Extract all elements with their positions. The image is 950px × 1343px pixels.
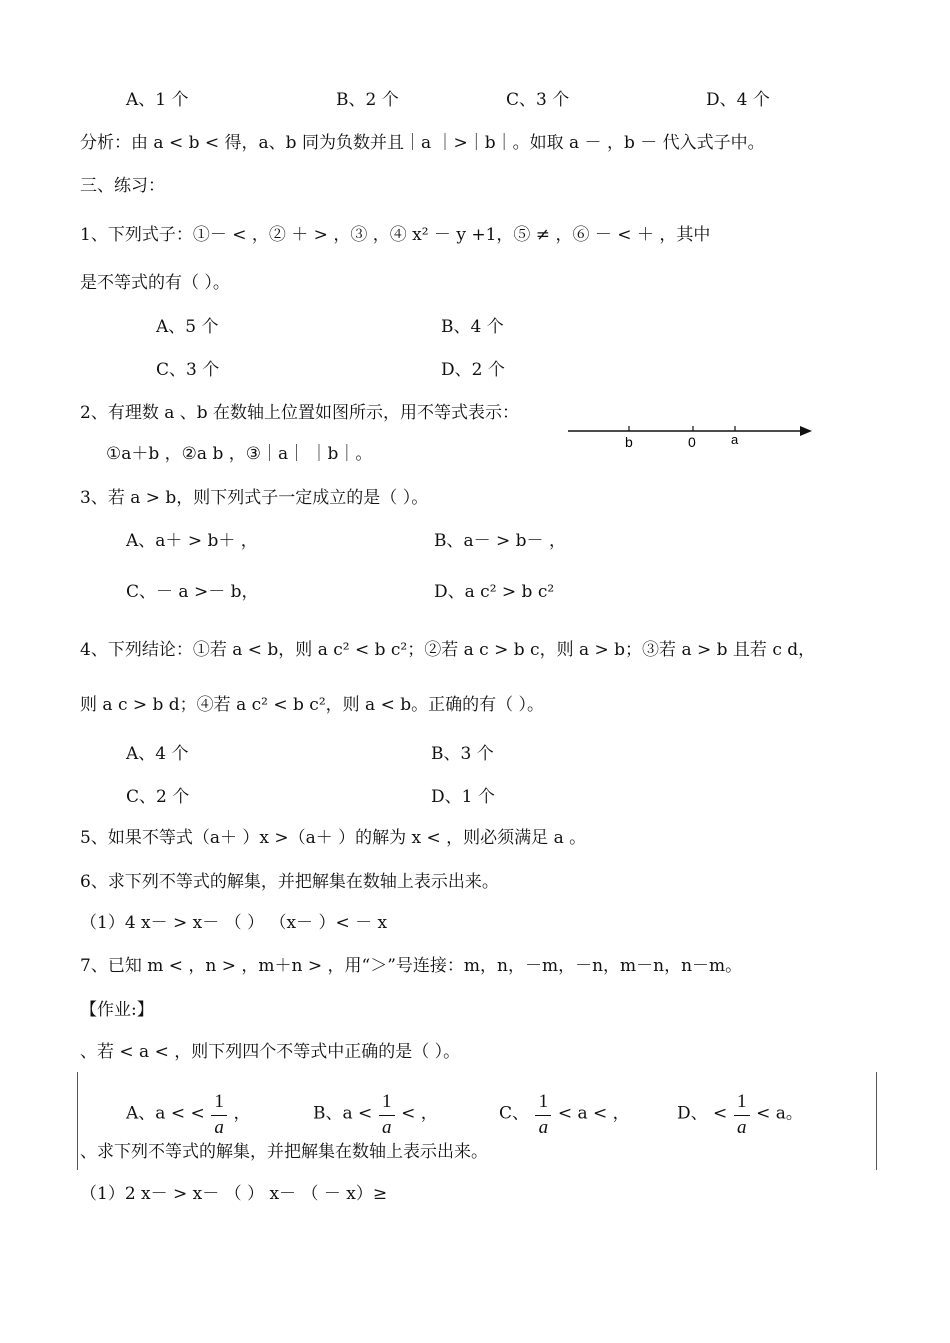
hw1-option-d: D、 < $\frac{1}{a}$ < a。 [677,1091,803,1138]
left-border-line [77,1072,78,1170]
fraction-one-over-a: $\frac{1}{a}$ [733,1090,751,1138]
q1-option-d: D、2 个 [441,360,505,380]
label-a: a [731,432,739,447]
q1-option-c: C、3 个 [156,360,220,380]
question-1-text-cont: 是不等式的有（ ）。 [80,273,230,293]
q1-option-a: A、5 个 [156,317,219,337]
question-1-text: 1、下列式子：①－ < ，② ＋ > ，③ ，④ x² － y +1，⑤ ≠ ，⑥ － < ＋ ，其中 [80,225,711,245]
option-b: B、2 个 [336,90,399,110]
homework-1-text: 、若 < a < ，则下列四个不等式中正确的是（ ）。 [80,1042,461,1062]
question-7-text: 7、已知 m < ，n > ，m＋n > ，用“＞”号连接：m，n，－m，－n，m－n，n－m。 [80,956,743,976]
homework-2-parts: （1）2 x－ > x－ （ ） x－ （ － x）≥ [80,1184,388,1204]
question-4-text: 4、下列结论：①若 a < b，则 a c² < b c²；②若 a c > b c，则 a > b；③若 a > b 且若 c d， [80,640,816,660]
q1-option-b: B、4 个 [441,317,504,337]
q3-option-d: D、a c² > b c² [434,582,555,602]
option-d: D、4 个 [706,90,770,110]
option-c: C、3 个 [506,90,570,110]
hw1-option-c: C、 $\frac{1}{a}$ < a < ， [499,1091,630,1138]
question-6-parts: （1）4 x－ > x－ （ ） （x－ ）< － x [80,913,388,933]
analysis-text: 分析：由 a < b < 得，a、b 同为负数并且｜a ｜>｜b｜。如取 a － ，b － 代入式子中。 [80,133,765,153]
label-b: b [625,434,633,450]
fraction-one-over-a: $\frac{1}{a}$ [534,1090,552,1138]
q4-option-a: A、4 个 [126,744,189,764]
q4-option-c: C、2 个 [126,787,190,807]
q3-option-c: C、－ a >－ b， [126,582,259,602]
number-line-arrow [800,426,812,436]
option-a: A、1 个 [126,90,189,110]
fraction-one-over-a: $\frac{1}{a}$ [378,1090,396,1138]
hw1-option-a: A、a < < $\frac{1}{a}$ ， [126,1091,251,1138]
q4-option-d: D、1 个 [431,787,495,807]
question-3-text: 3、若 a > b，则下列式子一定成立的是（ ）。 [80,488,429,508]
fraction-one-over-a: $\frac{1}{a}$ [210,1090,228,1138]
question-2-text: 2、有理数 a 、b 在数轴上位置如图所示，用不等式表示： [80,403,520,423]
question-2-blanks: ①a＋b ，②a b ，③｜a｜ ｜b｜。 [106,444,373,464]
section-heading-practice: 三、练习： [80,176,165,196]
homework-2-text: 、求下列不等式的解集，并把解集在数轴上表示出来。 [80,1142,488,1162]
right-border-line [876,1072,877,1170]
q3-option-b: B、a－ > b－ ， [434,531,566,551]
number-line-figure [566,416,816,452]
homework-heading: 【作业:】 [80,1000,154,1020]
question-6-text: 6、求下列不等式的解集，并把解集在数轴上表示出来。 [80,872,499,892]
question-4-text-cont: 则 a c > b d；④若 a c² < b c²，则 a < b。正确的有（ ）。 [80,695,545,715]
q3-option-a: A、a＋ > b＋ ， [126,531,258,551]
label-zero: 0 [688,434,696,450]
question-5-text: 5、如果不等式（a＋ ）x >（a＋ ）的解为 x < ，则必须满足 a 。 [80,828,587,848]
q4-option-b: B、3 个 [431,744,494,764]
hw1-option-b: B、a < $\frac{1}{a}$ < ， [313,1091,438,1138]
